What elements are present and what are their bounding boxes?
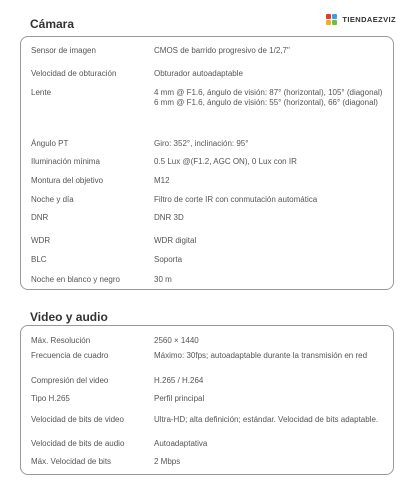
spec-value: 2560 × 1440 <box>154 336 199 345</box>
video-section-title: Video y audio <box>30 310 108 324</box>
spec-value: Obturador autoadaptable <box>154 69 243 78</box>
spec-label: Máx. Resolución <box>31 336 91 345</box>
spec-value: Soporta <box>154 255 183 264</box>
spec-label: Velocidad de obturación <box>31 69 117 78</box>
spec-label: Velocidad de bits de audio <box>31 439 125 448</box>
camara-spec-table <box>20 36 394 290</box>
ezviz-logo-icon <box>326 14 339 25</box>
spec-label: WDR <box>31 236 51 245</box>
spec-value: Giro: 352°, inclinación: 95° <box>154 139 249 148</box>
ezviz-logo <box>326 14 396 25</box>
spec-value: Máximo: 30fps; autoadaptable durante la transmisión en red <box>154 351 368 360</box>
spec-value: Filtro de corte IR con conmutación automática <box>154 195 318 204</box>
spec-label: Tipo H.265 <box>31 394 70 403</box>
spec-label: BLC <box>31 255 47 264</box>
spec-label: Máx. Velocidad de bits <box>31 457 112 466</box>
video-spec-table <box>20 325 394 475</box>
spec-value: Autoadaptativa <box>154 439 208 448</box>
camara-section-title: Cámara <box>30 17 75 31</box>
spec-value: 2 Mbps <box>154 457 181 466</box>
spec-value: 30 m <box>154 275 172 284</box>
ezviz-logo-text: TIENDAEZVIZ <box>342 15 396 24</box>
spec-label: Iluminación mínima <box>31 157 100 166</box>
spec-label: Noche en blanco y negro <box>31 275 120 284</box>
spec-label: Noche y día <box>31 195 74 204</box>
spec-value: Perfil principal <box>154 394 205 403</box>
spec-label: Frecuencia de cuadro <box>31 351 109 360</box>
spec-value: 4 mm @ F1.6, ángulo de visión: 87° (horizontal), 105° (diagonal) <box>154 88 383 97</box>
spec-label: Sensor de imagen <box>31 46 96 55</box>
spec-value: H.265 / H.264 <box>154 376 204 385</box>
spec-value: CMOS de barrido progresivo de 1/2,7" <box>154 46 290 55</box>
spec-label: Lente <box>31 88 52 97</box>
spec-label: Montura del objetivo <box>31 176 104 185</box>
spec-label: Compresión del video <box>31 376 109 385</box>
spec-value: Ultra-HD; alta definición; estándar. Velocidad de bits adaptable. <box>154 415 379 424</box>
spec-label: DNR <box>31 213 49 222</box>
spec-value: DNR 3D <box>154 213 184 222</box>
spec-label: Velocidad de bits de video <box>31 415 124 424</box>
spec-value: WDR digital <box>154 236 197 245</box>
spec-value: M12 <box>154 176 170 185</box>
spec-value-group <box>154 88 385 107</box>
spec-label: Ángulo PT <box>31 139 69 148</box>
spec-value: 0.5 Lux @(F1.2, AGC ON), 0 Lux con IR <box>154 157 297 166</box>
spec-value: 6 mm @ F1.6, ángulo de visión: 55° (horizontal), 66° (diagonal) <box>154 97 378 107</box>
